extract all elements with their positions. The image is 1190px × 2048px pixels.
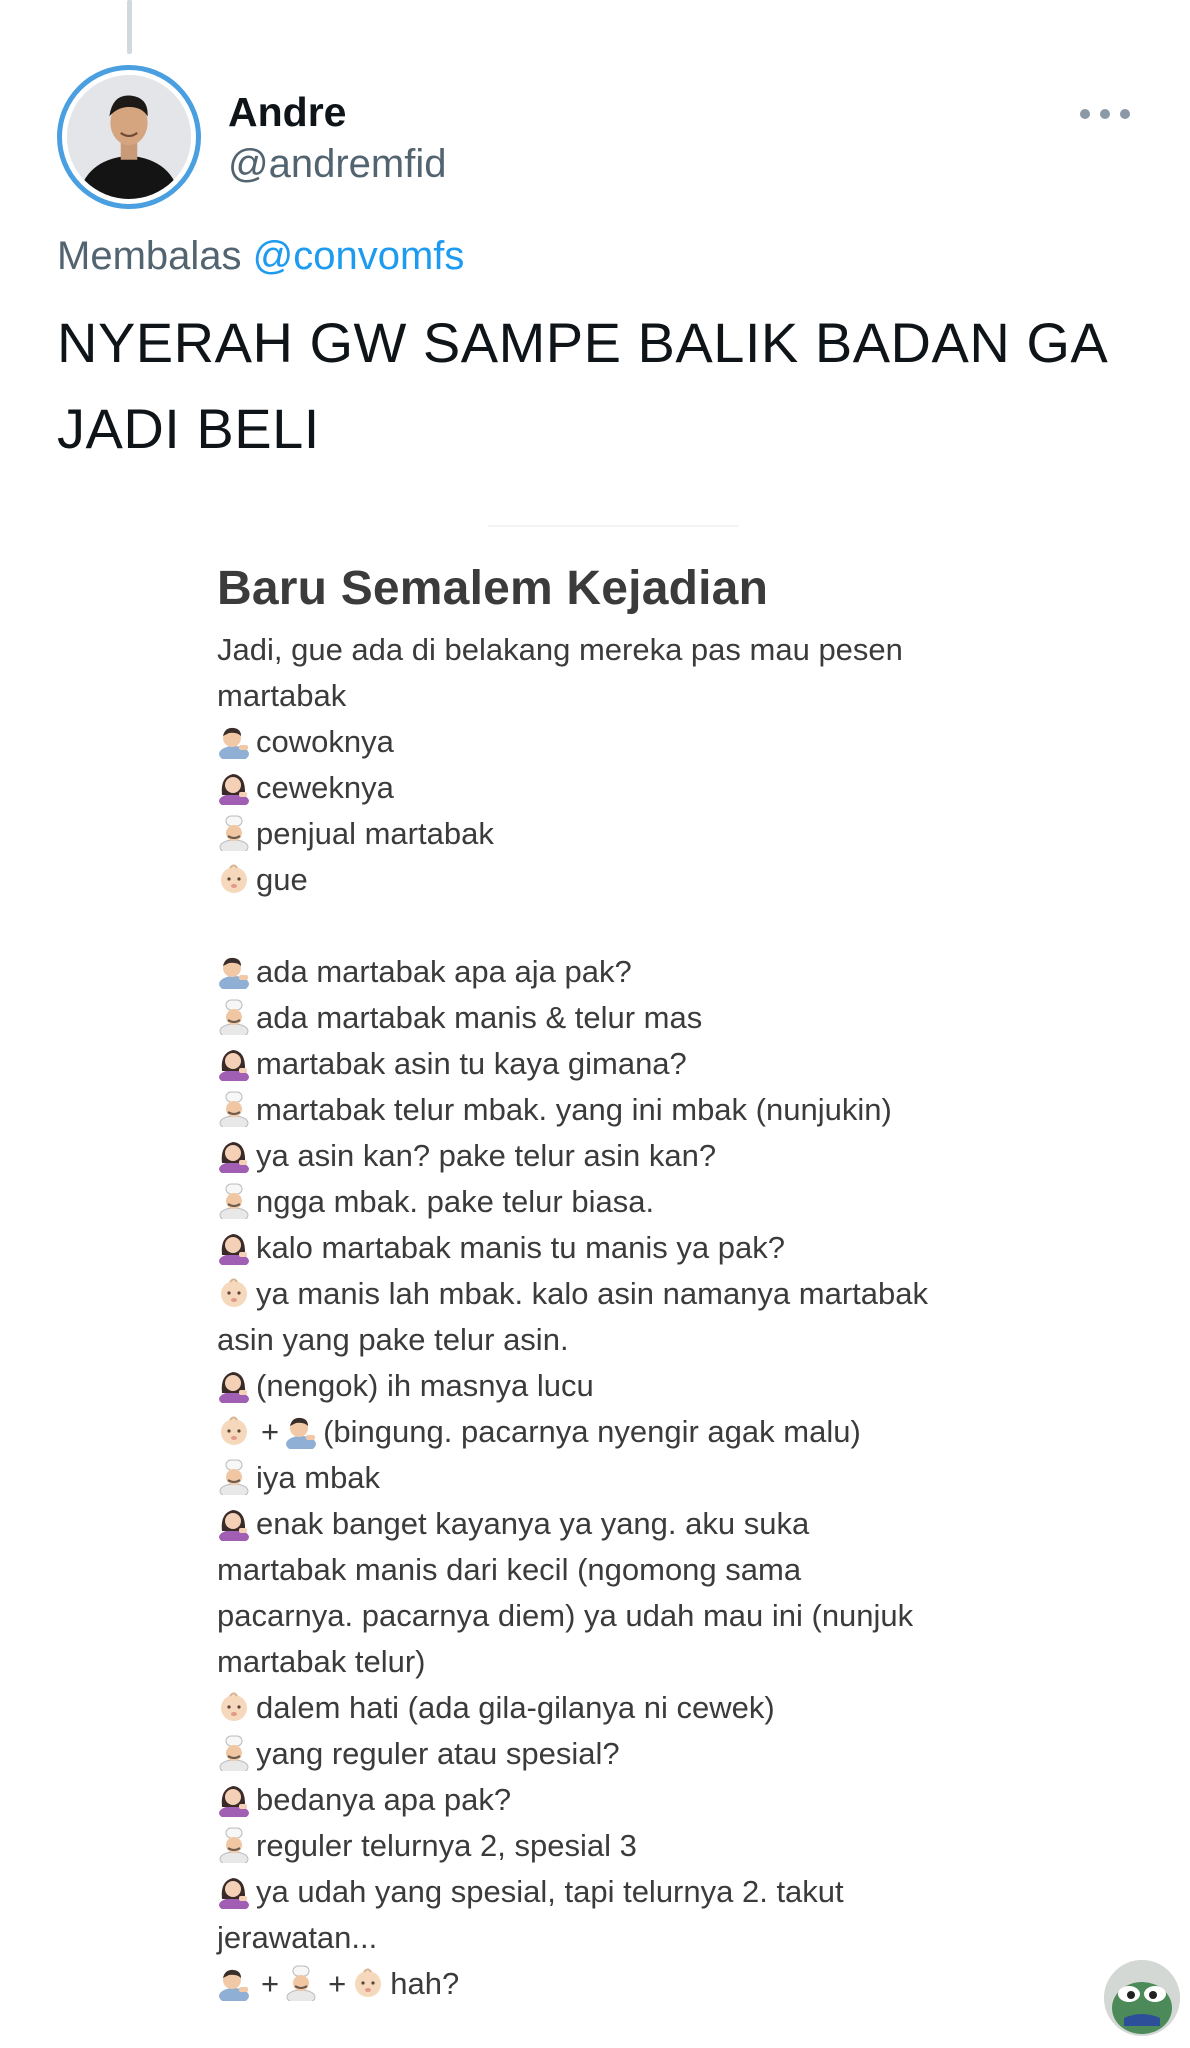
dialog-line	[217, 1225, 1097, 1271]
dialog-line	[217, 1639, 1097, 1685]
woman-emoji-icon	[217, 1367, 251, 1403]
dialog-line	[217, 1777, 1097, 1823]
dialog-line	[217, 1409, 1097, 1455]
baby-emoji-icon	[217, 1413, 251, 1449]
dialog-text: martabak telur)	[217, 1644, 426, 1679]
baby-emoji-icon	[217, 1689, 251, 1725]
man-emoji-icon	[217, 723, 251, 759]
plus-sign: +	[261, 1966, 280, 2001]
woman-emoji-icon	[217, 769, 251, 805]
woman-emoji-icon	[217, 1781, 251, 1817]
dialog-text: gue	[256, 862, 308, 897]
dialog-text: dalem hati (ada gila-gilanya ni cewek)	[256, 1690, 775, 1725]
dialog-line	[217, 1363, 1097, 1409]
dialog-text: martabak asin tu kaya gimana?	[256, 1046, 687, 1081]
dialog-line	[217, 1041, 1097, 1087]
dialog-text: iya mbak	[256, 1460, 381, 1495]
cook-emoji-icon	[217, 1091, 251, 1127]
note-intro-line: Jadi, gue ada di belakang mereka pas mau pesen	[217, 632, 903, 667]
dialog-text: ada martabak apa aja pak?	[256, 954, 632, 989]
cook-emoji-icon	[217, 1827, 251, 1863]
dialog-text: hah?	[390, 1966, 460, 2001]
dialog-text: asin yang pake telur asin.	[217, 1322, 569, 1357]
man-emoji-icon	[217, 953, 251, 989]
dialog-text: enak banget kayanya ya yang. aku suka	[256, 1506, 810, 1541]
dialog-line	[217, 811, 1097, 857]
dialog-text: ya manis lah mbak. kalo asin namanya martabak	[256, 1276, 928, 1311]
dialog-line	[217, 1501, 1097, 1547]
user-avatar-icon	[67, 75, 191, 199]
woman-emoji-icon	[217, 1505, 251, 1541]
dialog-line	[217, 1869, 1097, 1915]
dialog-text: cowoknya	[256, 724, 394, 759]
dialog-line	[217, 949, 1097, 995]
baby-emoji-icon	[217, 1275, 251, 1311]
attached-note-image[interactable]	[217, 555, 1097, 2007]
dialog-text: martabak manis dari kecil (ngomong sama	[217, 1552, 802, 1587]
dialog-list	[217, 949, 1097, 2007]
cook-emoji-icon	[217, 1459, 251, 1495]
frog-sticker-icon	[1104, 1960, 1180, 2036]
woman-emoji-icon	[217, 1137, 251, 1173]
dialog-text: ya asin kan? pake telur asin kan?	[256, 1138, 717, 1173]
dialog-line	[217, 1087, 1097, 1133]
dialog-text: kalo martabak manis tu manis ya pak?	[256, 1230, 785, 1265]
dialog-line	[217, 1685, 1097, 1731]
plus-sign: +	[261, 1414, 280, 1449]
plus-sign: +	[328, 1966, 347, 2001]
dialog-text: (bingung. pacarnya nyengir agak malu)	[323, 1414, 861, 1449]
dialog-text: ada martabak manis & telur mas	[256, 1000, 703, 1035]
dialog-text: reguler telurnya 2, spesial 3	[256, 1828, 637, 1863]
user-handle[interactable]: @andremfid	[228, 142, 447, 186]
thread-connector-line	[127, 0, 132, 54]
reply-prefix: Membalas	[57, 234, 242, 278]
spacer	[217, 903, 1097, 949]
character-legend	[217, 719, 1097, 903]
dialog-line	[217, 1271, 1097, 1317]
avatar[interactable]	[57, 65, 201, 209]
cook-emoji-icon	[217, 1735, 251, 1771]
dialog-text: ya udah yang spesial, tapi telurnya 2. takut	[256, 1874, 844, 1909]
dialog-line	[217, 719, 1097, 765]
dialog-line	[217, 857, 1097, 903]
dialog-line	[217, 1915, 1097, 1961]
woman-emoji-icon	[217, 1045, 251, 1081]
note-title: Baru Semalem Kejadian	[217, 562, 769, 615]
reply-mention-link[interactable]: @convomfs	[252, 234, 465, 278]
dialog-text: pacarnya. pacarnya diem) ya udah mau ini (nunjuk	[217, 1598, 914, 1633]
cook-emoji-icon	[284, 1965, 318, 2001]
dialog-text: ceweknya	[256, 770, 394, 805]
dialog-text: ngga mbak. pake telur biasa.	[256, 1184, 655, 1219]
dialog-text: yang reguler atau spesial?	[256, 1736, 620, 1771]
dialog-line	[217, 1133, 1097, 1179]
man-emoji-icon	[217, 1965, 251, 2001]
note-intro-line: martabak	[217, 678, 347, 713]
baby-emoji-icon	[217, 861, 251, 897]
dialog-text: penjual martabak	[256, 816, 494, 851]
man-emoji-icon	[284, 1413, 318, 1449]
dialog-line	[217, 1317, 1097, 1363]
dialog-line	[217, 765, 1097, 811]
woman-emoji-icon	[217, 1229, 251, 1265]
dialog-line	[217, 1731, 1097, 1777]
dialog-line	[217, 1455, 1097, 1501]
cook-emoji-icon	[217, 1183, 251, 1219]
dialog-line	[217, 1823, 1097, 1869]
dialog-text: jerawatan...	[217, 1920, 378, 1955]
reply-context	[57, 232, 464, 280]
baby-emoji-icon	[351, 1965, 385, 2001]
woman-emoji-icon	[217, 1873, 251, 1909]
tweet-text: NYERAH GW SAMPE BALIK BADAN GA JADI BELI	[57, 311, 1106, 460]
dialog-text: bedanya apa pak?	[256, 1782, 512, 1817]
screenshot-top-edge	[488, 525, 738, 527]
more-options-icon[interactable]	[1080, 96, 1130, 132]
dialog-text: martabak telur mbak. yang ini mbak (nunjukin)	[256, 1092, 892, 1127]
dialog-text: (nengok) ih masnya lucu	[256, 1368, 594, 1403]
dialog-line	[217, 1547, 1097, 1593]
display-name[interactable]: Andre	[228, 89, 347, 135]
dialog-line	[217, 995, 1097, 1041]
dialog-line	[217, 1593, 1097, 1639]
cook-emoji-icon	[217, 815, 251, 851]
dialog-line	[217, 1961, 1097, 2007]
cook-emoji-icon	[217, 999, 251, 1035]
dialog-line	[217, 1179, 1097, 1225]
